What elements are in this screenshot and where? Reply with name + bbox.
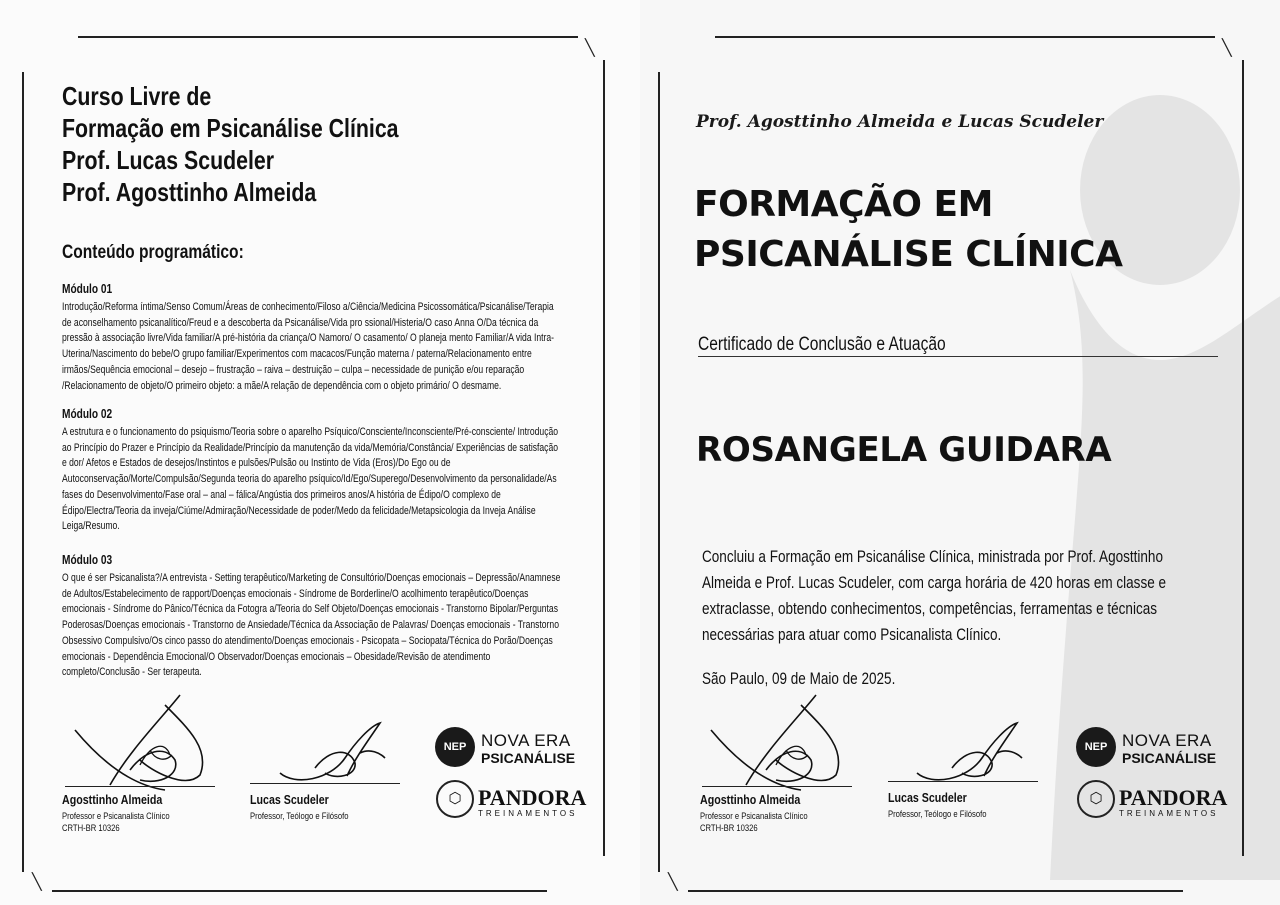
signer2-name: Lucas Scudeler (250, 792, 329, 807)
syllabus-heading: Conteúdo programático: (62, 242, 244, 263)
course-title (62, 80, 488, 208)
top-rule (715, 36, 1215, 38)
certificate-label: Certificado de Conclusão e Atuação (698, 334, 946, 355)
module-title: Módulo 01 (62, 281, 113, 296)
corner-mark: ╲ (32, 874, 42, 891)
signature-agosttinho-drawing (706, 690, 866, 805)
module-text: A estrutura e o funcionamento do psiquismo/Teoria sobre o aparelho Psíquico/Consciente/Inconsciente/Pré-consciente/ Introdução ao Princípio do Prazer e Princípio da Realidade/Princípio da manutenção da vida/Memória/Constância/ Experiências de satisfação e dor/ Afetos e Estados de desejos/Instintos e pulsões/Pulsão ou Instinto de Vida (Eros)/Do Ego ou de Autoconservação/Morte/Compulsão/Segunda teoria do aparelho psíquico/Id/Ego/Superego/Desenvolvimento da personalidade/As fases do Desenvolvimento/Fase oral – anal – fálica/Angústia dos primeiros anos/A história de Édipo/O complexo de Édipo/Electra/Teoria da inveja/Ciúme/Admiração/Necessidade de poder/Medo da felicidade/Metapsicologia da Inveja Análise Leiga/Resumo. (62, 426, 559, 533)
signer1-role: Professor e Psicanalista Clínico (700, 811, 808, 821)
right-rule (603, 60, 605, 856)
corner-mark: ╲ (668, 874, 678, 891)
corner-mark: ╲ (1222, 40, 1232, 57)
right-rule (1242, 60, 1244, 856)
signer1-name: Agosttinho Almeida (700, 792, 801, 807)
pandora-logo-sub: TREINAMENTOS (1119, 809, 1219, 818)
signer2-name: Lucas Scudeler (888, 790, 967, 805)
signature-line (65, 786, 215, 787)
pandora-emblem-icon: ⬡ (436, 780, 474, 818)
course-title-line: Formação em Psicanálise Clínica (62, 113, 399, 143)
top-rule (78, 36, 578, 38)
signer1-registration: CRTH-BR 10326 (62, 823, 120, 833)
signature-agosttinho-drawing (70, 690, 230, 805)
signer1-name: Agosttinho Almeida (62, 792, 163, 807)
course-title-line: Curso Livre de (62, 81, 212, 111)
nep-logo-line2: PSICANÁLISE (481, 750, 576, 766)
certificate-body: Concluiu a Formação em Psicanálise Clínica, ministrada por Prof. Agosttinho Almeida e Prof. Lucas Scudeler, com carga horária de 420 horas em classe e extraclasse, obtendo conhecimentos, competências, ferramentas e técnicas necessárias para atuar como Psicanalista Clínico. (702, 548, 1167, 644)
nep-logo-icon: NEP (1076, 727, 1116, 767)
module-text: O que é ser Psicanalista?/A entrevista - Setting terapêutico/Marketing de Consultório/Doenças emocionais – Depressão/Anamnese de Adultos/Estabelecimento de rapport/Doenças emocionais - Síndrome de Borderline/O acolhimento terapêutico/Doenças emocionais - Síndrome do Pânico/Técnica da Fotogra a/Teoria do Self Objeto/Doenças emocionais - Transtorno Bipolar/Perguntas Poderosas/Doenças emocionais - Transtorno de Ansiedade/Técnica da Associação de Palavras/ Doenças emocionais - Transtorno Obsessivo Compulsivo/Os cinco passo do atendimento/Doenças emocionais - Psicopata – Sociopata/Técnica do Porão/Doenças emocionais - Dependência Emocional/O Observador/Doenças emocionais – Obesidade/Revisão de atendimento completo/Conclusão - Ser terapeuta. (62, 572, 561, 679)
right-page-certificate (640, 0, 1280, 905)
module-title: Módulo 03 (62, 552, 113, 567)
certificate-title-line: FORMAÇÃO EM (694, 184, 993, 225)
professors-script: Prof. Agosttinho Almeida e Lucas Scudeler (696, 112, 1104, 132)
signer2-role: Professor, Teólogo e Filósofo (250, 811, 349, 821)
pandora-logo-sub: TREINAMENTOS (478, 809, 578, 818)
pandora-logo-name: PANDORA (478, 785, 587, 810)
module-block (62, 552, 561, 681)
signature-line (250, 783, 400, 784)
certificate-title (694, 180, 1122, 280)
signature-lucas-drawing (275, 718, 395, 788)
course-title-line: Prof. Lucas Scudeler (62, 145, 275, 175)
bottom-rule (52, 890, 547, 892)
module-block (62, 406, 561, 535)
signature-lucas-drawing (912, 718, 1032, 788)
nep-logo-line2: PSICANÁLISE (1122, 750, 1217, 766)
left-rule (22, 72, 24, 872)
course-title-line: Prof. Agosttinho Almeida (62, 177, 317, 207)
module-block (62, 281, 561, 394)
signature-line (702, 786, 852, 787)
nep-logo-line1: NOVA ERA (481, 731, 571, 750)
certificate-label-rule (698, 356, 1218, 357)
signer1-registration: CRTH-BR 10326 (700, 823, 758, 833)
certificate-title-line: PSICANÁLISE CLÍNICA (694, 234, 1123, 275)
recipient-name: ROSANGELA GUIDARA (696, 430, 1112, 470)
nep-logo-line1: NOVA ERA (1122, 731, 1212, 750)
pandora-emblem-icon: ⬡ (1077, 780, 1115, 818)
corner-mark: ╲ (585, 40, 595, 57)
left-rule (658, 72, 660, 872)
nep-logo-icon: NEP (435, 727, 475, 767)
place-date: São Paulo, 09 de Maio de 2025. (702, 670, 896, 688)
pandora-logo-name: PANDORA (1119, 785, 1228, 810)
module-text: Introdução/Reforma íntima/Senso Comum/Áreas de conhecimento/Filoso a/Ciência/Medicina Psicossomática/Psicanálise/Terapia de aconselhamento psicanalítico/Freud e a descoberta da Psicanálise/Vida pro ssional/Histeria/O caso Anna O/Da técnica da pressão à associação livre/Vida familiar/A pré-história da criança/O Namoro/ O casamento/ O planeja mento Familiar/A vida Intra-Uterina/Nascimento do bebe/O grupo familiar/Experimentos com macacos/Função materna / paterna/Relacionamento entre irmãos/Sequência emocional – desejo – frustração – raiva – destruição – culpa – necessidade de punição e/ou reparação /Relacionamento de objeto/O primeiro objeto: a mãe/A relação de dependência com o objeto primário/ O desmame. (62, 301, 554, 392)
signature-line (888, 781, 1038, 782)
signer2-role: Professor, Teólogo e Filósofo (888, 809, 987, 819)
signer1-role: Professor e Psicanalista Clínico (62, 811, 170, 821)
bottom-rule (688, 890, 1183, 892)
module-title: Módulo 02 (62, 406, 113, 421)
